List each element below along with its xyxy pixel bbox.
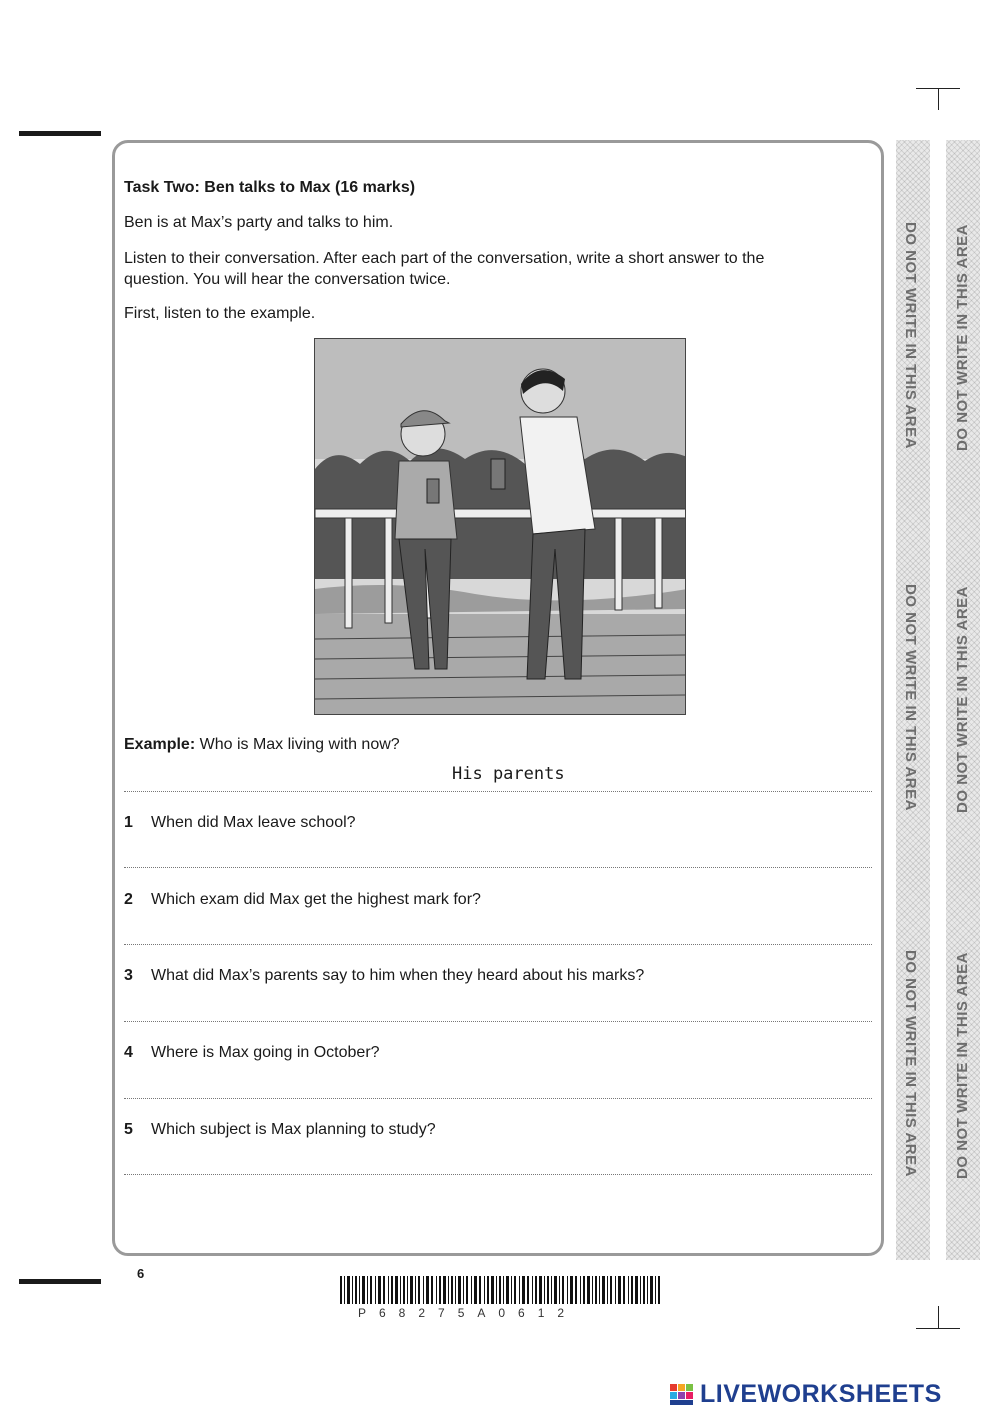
barcode xyxy=(340,1276,660,1304)
margin-warning: DO NOT WRITE IN THIS AREA xyxy=(902,584,919,811)
conversation-illustration xyxy=(314,338,686,715)
example-question-text: Who is Max living with now? xyxy=(199,736,400,753)
answer-line-2[interactable] xyxy=(124,944,872,945)
question-5 xyxy=(124,1119,436,1140)
example-answer: His parents xyxy=(452,764,565,784)
margin-warning: DO NOT WRITE IN THIS AREA xyxy=(902,222,919,449)
task-intro: Ben is at Max’s party and talks to him. xyxy=(124,214,394,231)
question-number: 1 xyxy=(124,814,133,831)
crop-mark xyxy=(938,1306,939,1328)
answer-line-3[interactable] xyxy=(124,1021,872,1022)
question-text: Which exam did Max get the highest mark for? xyxy=(151,891,481,908)
question-number: 2 xyxy=(124,891,133,908)
margin-warning: DO NOT WRITE IN THIS AREA xyxy=(902,950,919,1177)
example-question xyxy=(124,734,400,755)
margin-bar-bottom xyxy=(19,1279,101,1284)
answer-line-4[interactable] xyxy=(124,1098,872,1099)
question-2 xyxy=(124,889,481,910)
question-4 xyxy=(124,1042,380,1063)
answer-line-1[interactable] xyxy=(124,867,872,868)
question-text: When did Max leave school? xyxy=(151,814,356,831)
question-text: Which subject is Max planning to study? xyxy=(151,1121,436,1138)
answer-line-5[interactable] xyxy=(124,1174,872,1175)
example-label: Example: xyxy=(124,736,196,753)
margin-warning: DO NOT WRITE IN THIS AREA xyxy=(954,586,971,813)
task-title: Task Two: Ben talks to Max (16 marks) xyxy=(124,179,416,196)
illustration-drawing xyxy=(315,339,686,715)
question-text: What did Max’s parents say to him when they heard about his marks? xyxy=(151,967,645,984)
question-3 xyxy=(124,965,644,986)
margin-bar-top xyxy=(19,131,101,136)
task-instructions: Listen to their conversation. After each part of the conversation, write a short answer to the question. You will hear the conversation twice. xyxy=(124,250,765,288)
answer-line xyxy=(124,791,872,792)
question-number: 4 xyxy=(124,1044,133,1061)
liveworksheets-logo-icon xyxy=(670,1384,694,1406)
example-prompt: First, listen to the example. xyxy=(124,305,316,322)
page-number: 6 xyxy=(137,1266,145,1281)
margin-warning: DO NOT WRITE IN THIS AREA xyxy=(954,952,971,1179)
barcode-number: P68275A0612 xyxy=(358,1306,578,1320)
question-1 xyxy=(124,812,356,833)
question-number: 5 xyxy=(124,1121,133,1138)
crop-mark xyxy=(916,1328,960,1329)
margin-warning: DO NOT WRITE IN THIS AREA xyxy=(954,224,971,451)
liveworksheets-logo[interactable]: LIVEWORKSHEETS xyxy=(700,1380,942,1408)
crop-mark xyxy=(938,88,939,110)
question-text: Where is Max going in October? xyxy=(151,1044,380,1061)
question-number: 3 xyxy=(124,967,133,984)
